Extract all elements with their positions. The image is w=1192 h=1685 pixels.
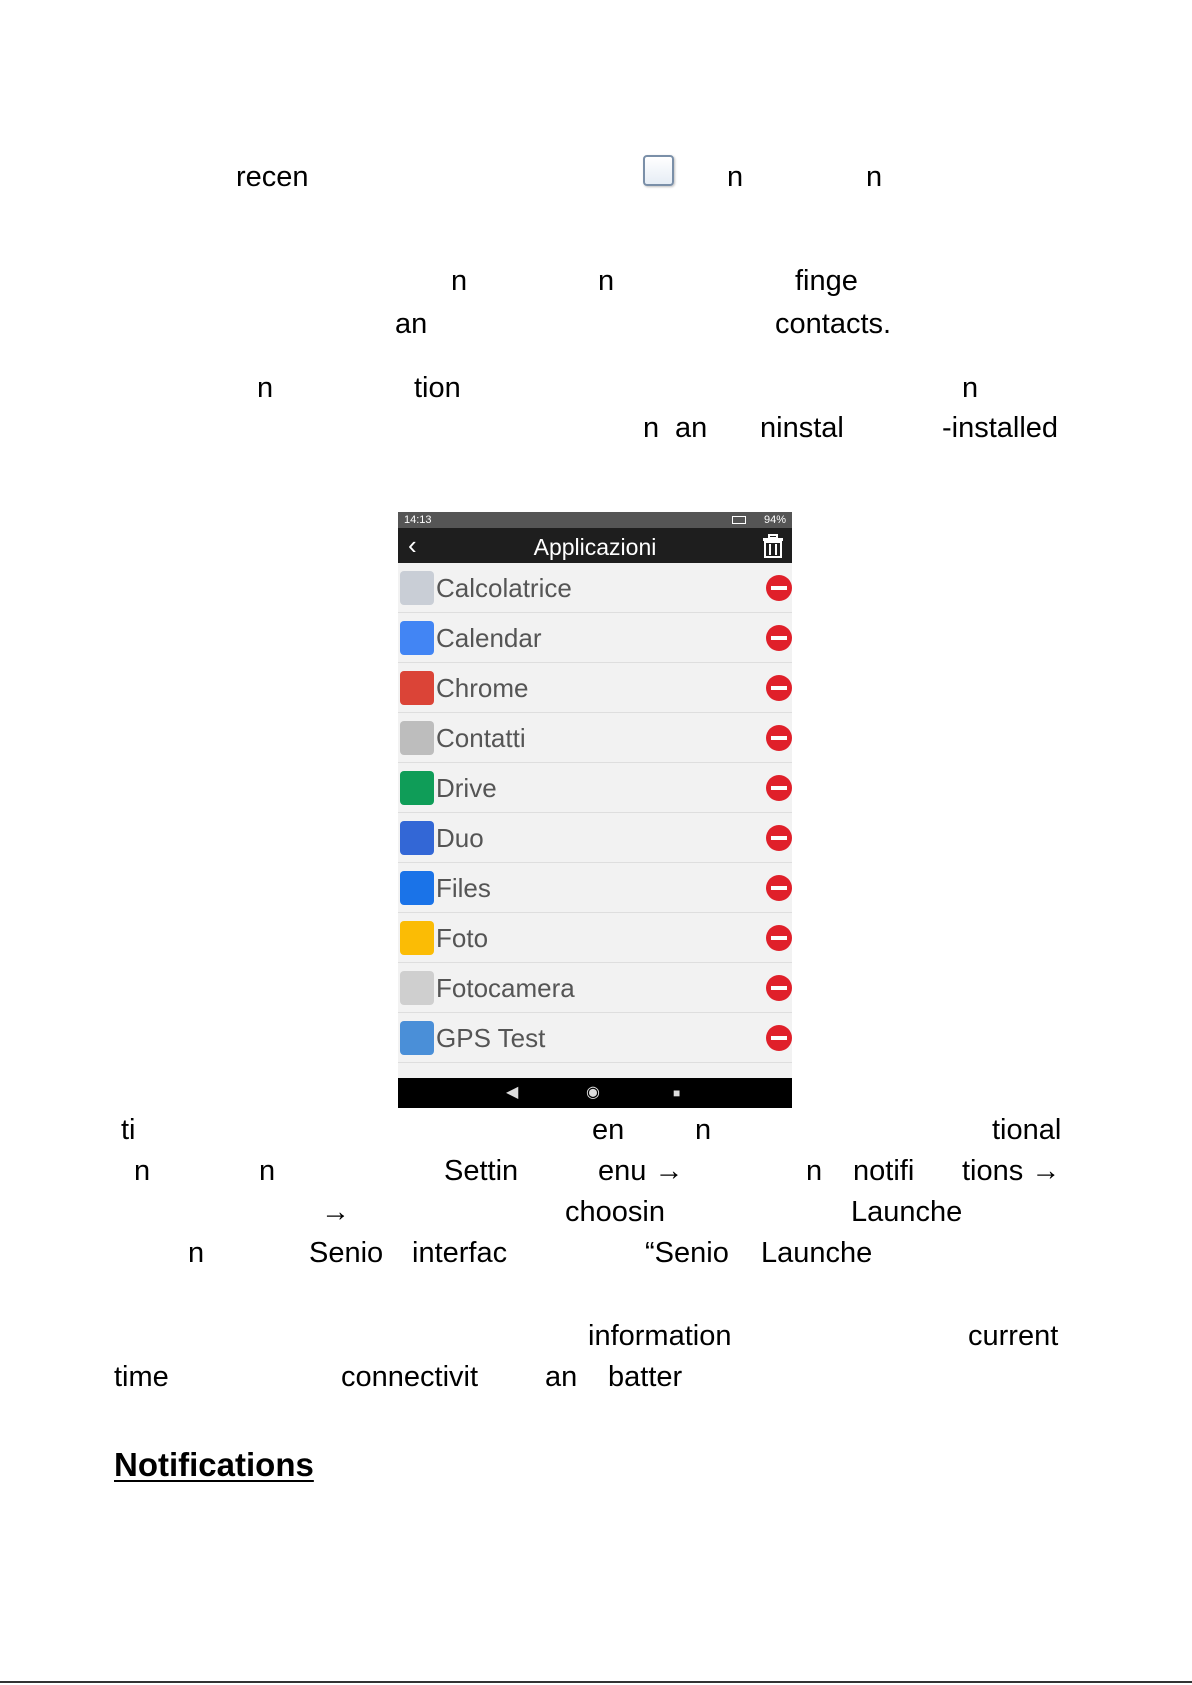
app-label: Contatti bbox=[436, 723, 526, 753]
android-nav-bar bbox=[398, 1078, 792, 1108]
text-fragment: -installed bbox=[942, 412, 1059, 444]
checkbox-icon bbox=[643, 155, 674, 186]
page-edge-rule bbox=[0, 1681, 1192, 1683]
remove-circle-icon[interactable] bbox=[766, 975, 792, 1001]
photos-icon bbox=[400, 921, 434, 955]
calendar-icon bbox=[400, 621, 434, 655]
app-row[interactable] bbox=[398, 963, 792, 1013]
app-label: Foto bbox=[436, 923, 489, 953]
text-fragment: an bbox=[545, 1361, 578, 1393]
text-fragment: tion bbox=[414, 372, 461, 404]
text-fragment: “Senio bbox=[645, 1237, 729, 1269]
text-fragment: choosin bbox=[565, 1196, 665, 1228]
camera-icon bbox=[400, 971, 434, 1005]
chrome-icon bbox=[400, 671, 434, 705]
nav-back-icon[interactable]: ◀ bbox=[506, 1084, 519, 1101]
remove-circle-icon[interactable] bbox=[766, 775, 792, 801]
remove-circle-icon[interactable] bbox=[766, 575, 792, 601]
text-fragment: Launche bbox=[851, 1196, 963, 1228]
battery-level: 94% bbox=[763, 514, 786, 526]
text-fragment: connectivit bbox=[341, 1361, 479, 1393]
app-row[interactable] bbox=[398, 1013, 792, 1063]
app-label: Duo bbox=[436, 823, 484, 853]
status-time: 14:13 bbox=[404, 514, 432, 526]
app-label: Fotocamera bbox=[436, 973, 575, 1003]
app-row[interactable] bbox=[398, 763, 792, 813]
text-fragment: information bbox=[588, 1320, 732, 1352]
text-fragment: n bbox=[866, 161, 883, 193]
app-row[interactable] bbox=[398, 813, 792, 863]
text-fragment: n bbox=[598, 265, 615, 297]
remove-circle-icon[interactable] bbox=[766, 625, 792, 651]
remove-circle-icon[interactable] bbox=[766, 725, 792, 751]
text-fragment: ninstal bbox=[760, 412, 844, 444]
remove-circle-icon[interactable] bbox=[766, 1025, 792, 1051]
app-row[interactable] bbox=[398, 563, 792, 613]
app-label: Drive bbox=[436, 773, 497, 803]
app-row[interactable] bbox=[398, 613, 792, 663]
signal-icon bbox=[732, 516, 746, 524]
text-fragment: n bbox=[643, 412, 660, 444]
text-fragment: Launche bbox=[761, 1237, 873, 1269]
remove-circle-icon[interactable] bbox=[766, 875, 792, 901]
gps-test-icon bbox=[400, 1021, 434, 1055]
status-bar bbox=[398, 512, 792, 528]
app-row[interactable] bbox=[398, 913, 792, 963]
text-fragment: Settin bbox=[444, 1155, 519, 1187]
app-label: Calcolatrice bbox=[436, 573, 572, 603]
text-fragment: tional bbox=[992, 1114, 1062, 1146]
remove-circle-icon[interactable] bbox=[766, 925, 792, 951]
chevron-left-icon[interactable]: ‹ bbox=[408, 530, 417, 560]
calculator-icon bbox=[400, 571, 434, 605]
text-fragment: n bbox=[962, 372, 979, 404]
text-fragment: time bbox=[114, 1361, 169, 1393]
text-fragment: contacts. bbox=[775, 308, 892, 340]
text-fragment: → bbox=[321, 1196, 350, 1228]
trash-icon[interactable] bbox=[762, 534, 784, 558]
text-fragment: enu → bbox=[598, 1155, 684, 1187]
text-fragment: n bbox=[257, 372, 274, 404]
phone-screenshot bbox=[398, 512, 792, 1108]
text-fragment: an bbox=[675, 412, 708, 444]
text-fragment: finge bbox=[795, 265, 858, 297]
app-row[interactable] bbox=[398, 713, 792, 763]
contacts-icon bbox=[400, 721, 434, 755]
files-icon bbox=[400, 871, 434, 905]
text-fragment: en bbox=[592, 1114, 625, 1146]
text-fragment: notifi bbox=[853, 1155, 915, 1187]
app-row[interactable] bbox=[398, 863, 792, 913]
remove-circle-icon[interactable] bbox=[766, 825, 792, 851]
text-fragment: n bbox=[727, 161, 744, 193]
nav-recents-icon[interactable]: ■ bbox=[673, 1086, 681, 1100]
app-label: Files bbox=[436, 873, 491, 903]
section-heading: Notifications bbox=[114, 1446, 314, 1483]
text-fragment: batter bbox=[608, 1361, 683, 1393]
text-fragment: n bbox=[188, 1237, 205, 1269]
drive-icon bbox=[400, 771, 434, 805]
text-fragment: Senio bbox=[309, 1237, 384, 1269]
text-fragment: an bbox=[395, 308, 428, 340]
remove-circle-icon[interactable] bbox=[766, 675, 792, 701]
screen-title: Applicazioni bbox=[533, 534, 657, 560]
text-fragment: n bbox=[451, 265, 468, 297]
app-bar bbox=[398, 528, 792, 563]
text-fragment: tions → bbox=[962, 1155, 1061, 1187]
app-label: GPS Test bbox=[436, 1023, 546, 1053]
text-fragment: n bbox=[695, 1114, 712, 1146]
text-fragment: ti bbox=[121, 1114, 136, 1146]
nav-home-icon[interactable]: ◉ bbox=[586, 1084, 600, 1101]
app-label: Chrome bbox=[436, 673, 529, 703]
app-row[interactable] bbox=[398, 663, 792, 713]
text-fragment: n bbox=[134, 1155, 151, 1187]
text-fragment: n bbox=[806, 1155, 823, 1187]
text-fragment: recen bbox=[236, 161, 309, 193]
duo-icon bbox=[400, 821, 434, 855]
text-fragment: n bbox=[259, 1155, 276, 1187]
text-fragment: interfac bbox=[412, 1237, 508, 1269]
text-fragment: current bbox=[968, 1320, 1059, 1352]
app-label: Calendar bbox=[436, 623, 542, 653]
